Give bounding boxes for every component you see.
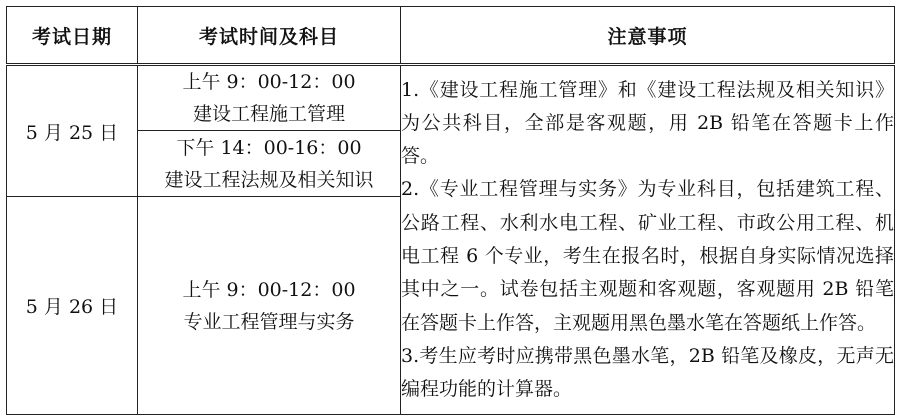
header-row <box>7 7 895 65</box>
session-time: 下午 14：00-16：00 <box>176 136 362 159</box>
exam-schedule-table <box>6 6 895 415</box>
exam-date-cell: 5 月 26 日 <box>7 197 138 415</box>
session-subject: 建设工程法规及相关知识 <box>164 168 374 191</box>
session-time: 上午 9：00-12：00 <box>182 71 356 93</box>
exam-session-cell <box>138 65 401 131</box>
header-notes: 注意事项 <box>401 7 895 65</box>
header-exam-date: 考试日期 <box>7 7 138 65</box>
session-subject: 专业工程管理与实务 <box>183 310 355 333</box>
header-exam-time-subject: 考试时间及科目 <box>138 7 401 65</box>
note-item: 3.考生应考时应携带黑色墨水笔，2B 铅笔及橡皮，无声无编程功能的计算器。 <box>401 344 894 401</box>
exam-session-cell <box>138 131 401 197</box>
note-item: 2.《专业工程管理与实务》为专业科目，包括建筑工程、公路工程、水利水电工程、矿业工程、市政公用工程、机电工程 6 个专业，考生在报名时，根据自身实际情况选择其中之一。试卷包括主观题和客观题，客观题用 2B 铅笔在答题卡上作答，主观题用黑色墨水笔在答题纸上作答。 <box>401 178 894 334</box>
exam-session-cell <box>138 197 401 415</box>
session-subject: 建设工程施工管理 <box>192 103 345 125</box>
note-item: 1.《建设工程施工管理》和《建设工程法规及相关知识》为公共科目，全部是客观题，用 2B 铅笔在答题卡上作答。 <box>401 78 894 168</box>
session-time: 上午 9：00-12：00 <box>182 278 356 301</box>
table-row <box>7 65 895 131</box>
exam-date-cell: 5 月 25 日 <box>7 65 138 197</box>
notes-cell <box>401 65 895 415</box>
